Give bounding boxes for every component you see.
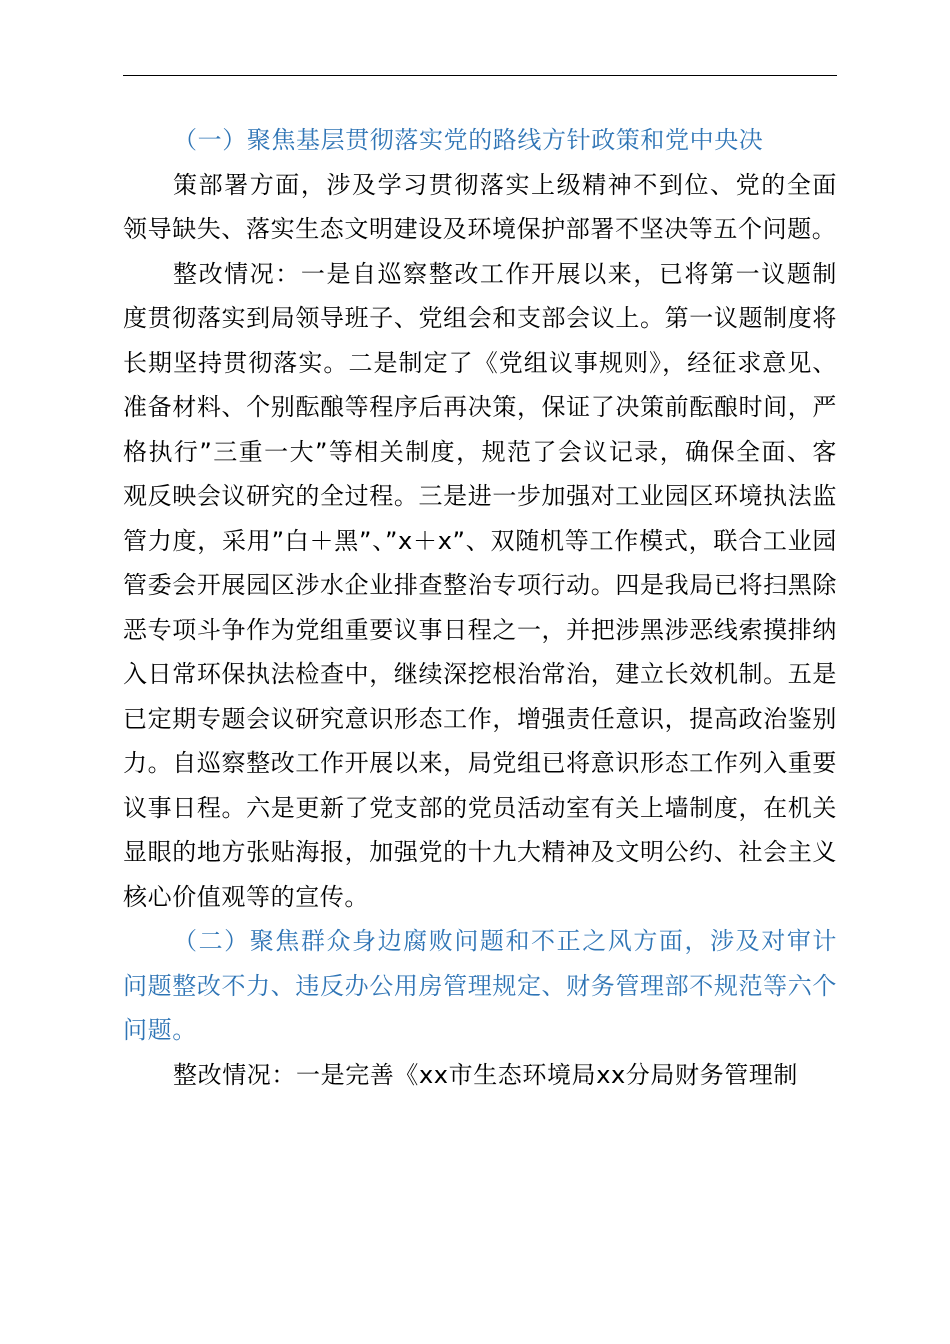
section-2-rectification: 整改情况：一是完善《xx市生态环境局xx分局财务管理制 <box>173 1060 799 1089</box>
section-1-description: 策部署方面，涉及学习贯彻落实上级精神不到位、党的全面领导缺失、落实生态文明建设及环境保护部署不坚决等五个问题。 <box>123 170 837 243</box>
section-heading-1: （一）聚焦基层贯彻落实党的路线方针政策和党中央决 <box>173 126 764 154</box>
section-1-rectification: 整改情况：一是自巡察整改工作开展以来，已将第一议题制度贯彻落实到局领导班子、党组会和支部会议上。第一议题制度将长期坚持贯彻落实。二是制定了《党组议事规则》，经征求意见、准备材料、个别酝酿等程序后再决策，保证了决策前酝酿时间，严格执行”三重一大”等相关制度，规范了会议记录，确保全面、客观反映会议研究的全过程。三是进一步加强对工业园区环境执法监管力度，采用”白＋黑”、”x＋x”、双随机等工作模式，联合工业园管委会开展园区涉水企业排查整治专项行动。四是我局已将扫黑除恶专项斗争作为党组重要议事日程之一，并把涉黑涉恶线索摸排纳入日常环保执法检查中，继续深挖根治常治，建立长效机制。五是已定期专题会议研究意识形态工作，增强责任意识，提高政治鉴别力。自巡察整改工作开展以来，局党组已将意识形态工作列入重要议事日程。六是更新了党支部的党员活动室有关上墙制度，在机关显眼的地方张贴海报，加强党的十九大精神及文明公约、社会主义核心价值观等的宣传。 <box>123 259 837 911</box>
header-rule <box>123 75 837 76</box>
document-body <box>123 118 837 1097</box>
section-heading-2: （二）聚焦群众身边腐败问题和不正之风方面，涉及对审计问题整改不力、违反办公用房管理规定、财务管理部不规范等六个问题。 <box>123 927 837 1044</box>
